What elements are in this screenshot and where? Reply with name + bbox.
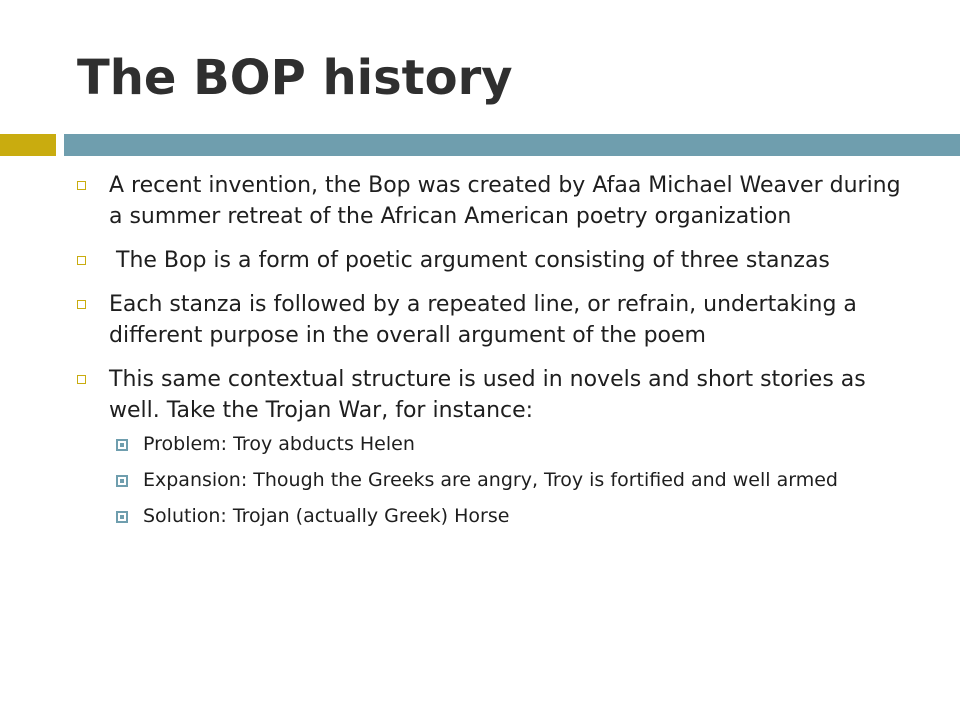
bullet-text: The Bop is a form of poetic argument consisting of three stanzas (109, 248, 830, 273)
bullet-item (77, 170, 907, 232)
hollow-square-icon (77, 181, 86, 190)
sub-bullet-item (116, 433, 907, 456)
bullet-item (77, 289, 907, 351)
sub-bullet-text: Expansion: Though the Greeks are angry, Troy is fortified and well armed (143, 469, 838, 491)
bullet-text: This same contextual structure is used in novels and short stories as well. Take the Trojan War, for instance: (109, 367, 866, 423)
sub-bullet-text: Problem: Troy abducts Helen (143, 433, 415, 455)
sub-bullet-text: Solution: Trojan (actually Greek) Horse (143, 505, 510, 527)
title-divider-gold (0, 134, 56, 156)
hollow-square-icon (77, 375, 86, 384)
bullet-list (77, 170, 907, 541)
bullet-item (77, 364, 907, 426)
sub-bullet-list (116, 433, 907, 528)
hollow-square-icon (77, 256, 86, 265)
framed-square-icon (116, 511, 128, 523)
sub-bullet-item (116, 469, 907, 492)
bullet-text: Each stanza is followed by a repeated line, or refrain, undertaking a different purpose in the overall argument of the poem (109, 292, 857, 348)
framed-square-icon (116, 439, 128, 451)
slide-title: The BOP history (77, 50, 513, 106)
framed-square-icon (116, 475, 128, 487)
bullet-item (77, 245, 907, 276)
title-divider-teal (64, 134, 960, 156)
bullet-text: A recent invention, the Bop was created by Afaa Michael Weaver during a summer retreat of the African American poetry organization (109, 173, 901, 229)
hollow-square-icon (77, 300, 86, 309)
sub-bullet-item (116, 505, 907, 528)
